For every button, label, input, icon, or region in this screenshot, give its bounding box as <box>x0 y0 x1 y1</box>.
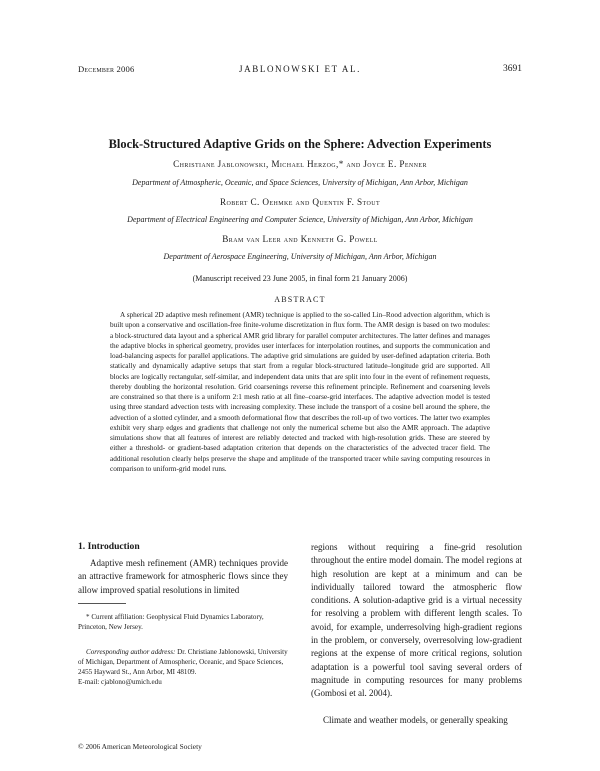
footnote-rule <box>78 603 126 604</box>
running-head <box>78 64 522 78</box>
manuscript-dates: (Manuscript received 23 June 2005, in final form 21 January 2006) <box>192 274 408 283</box>
issue-date: December 2006 <box>78 64 135 74</box>
running-authors: JABLONOWSKI ET AL. <box>239 64 361 74</box>
abstract-heading: ABSTRACT <box>274 295 326 304</box>
author-group-1: Christiane Jablonowski, Michael Herzog,* and Joyce E. Penner <box>173 159 427 169</box>
intro-right-column: regions without requiring a fine-grid resolution throughout the entire model domain. The model regions at high resolution are kept at a minimum and can be individually tailored toward the atmospheric flow conditions. A solution-adaptive grid is a virtual necessity for resolving a problem with different length scales. To avoid, for example, underresolving high-gradient regions in the problem, or conversely, overresolving low-gradient regions at the expense of more critical regions, solution adaptation is a powerful tool saving several orders of magnitude in computing resources for many problems (Gombosi et al. 2004). <box>311 542 522 699</box>
footnote-affiliation: * Current affiliation: Geophysical Fluid Dynamics Laboratory, Princeton, New Jersey. <box>78 613 264 631</box>
intro-left-column: Adaptive mesh refinement (AMR) techniques provide an attractive framework for atmospheric flows since they allow improved spatial resolutions in limited <box>78 558 288 595</box>
author-group-3: Bram van Leer and Kenneth G. Powell <box>222 234 378 244</box>
intro-right-continuation: Climate and weather models, or generally speaking <box>323 715 508 725</box>
correspondence-address: Dr. Christiane Jablonowski, University of Michigan, Department of Atmospheric, Oceanic, and Space Sciences, 2455 Hayward St., Ann Arbor, MI 48109. <box>78 648 288 676</box>
correspondence-email: E-mail: cjablono@umich.edu <box>78 677 162 686</box>
copyright-notice: © 2006 American Meteorological Society <box>78 742 202 751</box>
affiliation-2: Department of Electrical Engineering and Computer Science, University of Michigan, Ann Arbor, Michigan <box>127 215 473 224</box>
affiliation-3: Department of Aerospace Engineering, University of Michigan, Ann Arbor, Michigan <box>163 252 437 261</box>
section-heading: 1. Introduction <box>78 541 140 552</box>
affiliation-1: Department of Atmospheric, Oceanic, and Space Sciences, University of Michigan, Ann Arbor, Michigan <box>132 178 468 187</box>
abstract-text: A spherical 2D adaptive mesh refinement (AMR) technique is applied to the so-called Lin–Rood advection algorithm, which is built upon a conservative and oscillation-free finite-volume discretization in flux form. The AMR design is based on two modules: a block-structured data layout and a spherical AMR grid library for parallel computer architectures. The latter defines and manages the adaptive blocks in spherical geometry, provides user interfaces for interpolation routines, and supports the communication and load-balancing aspects for parallel applications. The adaptive grid simulations are guided by user-defined adaptation criteria. Both statically and dynamically adaptive setups that start from a regular block-structured latitude–longitude grid are supported. All blocks are logically rectangular, self-similar, and independent data units that are split into four in the event of refinement requests, thereby doubling the horizontal resolution. Grid coarsenings reverse this refinement principle. Refinement and coarsening levels are constrained so that there is a uniform 2:1 mesh ratio at all fine–coarse-grid interfaces. The adaptive advection model is tested using three standard advection tests with increasing complexity. These include the transport of a cosine bell around the sphere, the advection of a slotted cylinder, and a smooth deformational flow that describes the roll-up of two vortices. The latter two examples exhibit very sharp edges and gradients that challenge not only the numerical scheme but also the AMR approach. The adaptive simulations show that all features of interest are reliably detected and tracked with high-resolution grids. These are steered by either a threshold- or gradient-based adaptation criterion that depends on the characteristics of the advected tracer field. The additional resolution clearly helps preserve the shape and amplitude of the transported tracer while saving computing resources in comparison to uniform-grid model runs. <box>110 311 490 473</box>
page-number: 3691 <box>503 64 522 74</box>
correspondence-label: Corresponding author address: <box>86 648 176 656</box>
footnote-correspondence <box>78 648 290 688</box>
paper-title: Block-Structured Adaptive Grids on the Sphere: Advection Experiments <box>108 137 492 151</box>
author-group-2: Robert C. Oehmke and Quentin F. Stout <box>219 197 381 207</box>
